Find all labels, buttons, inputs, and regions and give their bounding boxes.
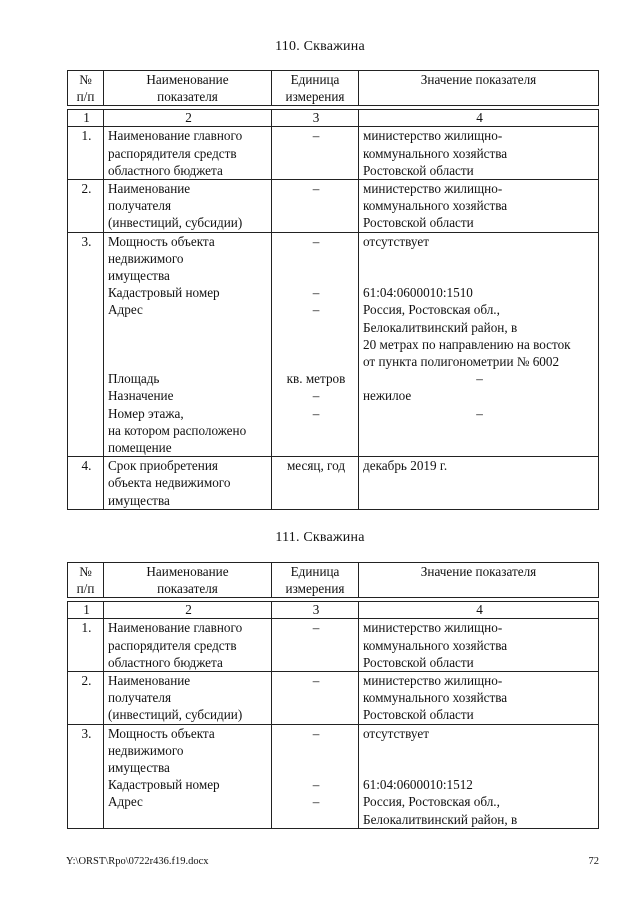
area-label: Площадь — [108, 371, 160, 387]
column-number-row — [68, 602, 599, 619]
row-value: министерство жилищно- коммунального хозяйства Ростовской области — [359, 127, 599, 180]
cadastral-label: Кадастровый номер — [108, 777, 220, 793]
table-row — [68, 457, 599, 510]
row-number: 4. — [68, 457, 104, 510]
row-value: декабрь 2019 г. — [359, 457, 599, 510]
header-name: Наименование показателя — [104, 563, 272, 598]
row-number: 3. — [68, 232, 104, 457]
page-number: 72 — [588, 856, 599, 867]
cadastral-number: 61:04:0600010:1510 — [363, 285, 473, 301]
header-number: № п/п — [68, 563, 104, 598]
cadastral-label: Кадастровый номер — [108, 285, 220, 301]
row-number: 3. — [68, 724, 104, 828]
row-unit: месяц, год — [272, 457, 359, 510]
table-row — [68, 619, 599, 672]
footer-file-path: Y:\ORST\Rpo\0722r436.f19.docx — [66, 856, 209, 867]
table-header-row — [68, 563, 599, 598]
table-row — [68, 232, 599, 457]
row-unit: – — [272, 672, 359, 725]
section-title: 111. Скважина — [275, 530, 365, 545]
row-number: 2. — [68, 180, 104, 233]
row-unit: – — [272, 127, 359, 180]
row-unit: – — [272, 180, 359, 233]
col-number: 1 — [68, 602, 104, 619]
row-name: Мощность объекта недвижимого имущества Кадастровый номер Адрес — [104, 724, 272, 828]
header-unit: Единица измерения — [272, 563, 359, 598]
address-label: Адрес — [108, 794, 143, 810]
col-number: 2 — [104, 602, 272, 619]
col-number: 4 — [359, 110, 599, 127]
row-unit: – – – кв. метров – – — [272, 232, 359, 457]
row-value: министерство жилищно- коммунального хозяйства Ростовской области — [359, 672, 599, 725]
table-header-row — [68, 71, 599, 106]
row-name: Срок приобретения объекта недвижимого имущества — [104, 457, 272, 510]
row-name: Наименование главного распорядителя средств областного бюджета — [104, 619, 272, 672]
col-number: 2 — [104, 110, 272, 127]
column-number-row — [68, 110, 599, 127]
row-name: Наименование получателя (инвестиций, субсидии) — [104, 672, 272, 725]
table-row — [68, 724, 599, 828]
indicator-table — [67, 562, 599, 829]
header-unit: Единица измерения — [272, 71, 359, 106]
row-number: 1. — [68, 127, 104, 180]
header-value: Значение показателя — [359, 563, 599, 598]
table-row — [68, 672, 599, 725]
indicator-table — [67, 70, 599, 510]
table-row — [68, 180, 599, 233]
row-value: министерство жилищно- коммунального хозяйства Ростовской области — [359, 180, 599, 233]
col-number: 4 — [359, 602, 599, 619]
purpose-label: Назначение — [108, 388, 174, 404]
row-value: отсутствует 61:04:0600010:1512 Россия, Ростовская обл., Белокалитвинский район, в — [359, 724, 599, 828]
header-value: Значение показателя — [359, 71, 599, 106]
row-number: 2. — [68, 672, 104, 725]
row-value: министерство жилищно- коммунального хозяйства Ростовской области — [359, 619, 599, 672]
header-number: № п/п — [68, 71, 104, 106]
col-number: 3 — [272, 602, 359, 619]
row-name: Наименование главного распорядителя средств областного бюджета — [104, 127, 272, 180]
row-name: Мощность объекта недвижимого имущества Кадастровый номер Адрес Площадь Назначение Номер этажа, на котором расположено помещение — [104, 232, 272, 457]
row-number: 1. — [68, 619, 104, 672]
floor-label: Номер этажа, — [108, 405, 184, 421]
address-value: Россия, Ростовская обл., — [363, 302, 500, 318]
cadastral-number: 61:04:0600010:1512 — [363, 777, 473, 793]
row-name: Наименование получателя (инвестиций, субсидии) — [104, 180, 272, 233]
header-name: Наименование показателя — [104, 71, 272, 106]
address-label: Адрес — [108, 302, 143, 318]
address-value: Россия, Ростовская обл., — [363, 794, 500, 810]
section-title: 110. Скважина — [275, 39, 365, 54]
row-value: отсутствует 61:04:0600010:1510 Россия, Ростовская обл., Белокалитвинский район, в 20 метрах по направлению на восток от пункта полигонометрии № 6002 – нежилое – — [359, 232, 599, 457]
row-unit: – – – — [272, 724, 359, 828]
row-unit: – — [272, 619, 359, 672]
table-row — [68, 127, 599, 180]
col-number: 3 — [272, 110, 359, 127]
col-number: 1 — [68, 110, 104, 127]
